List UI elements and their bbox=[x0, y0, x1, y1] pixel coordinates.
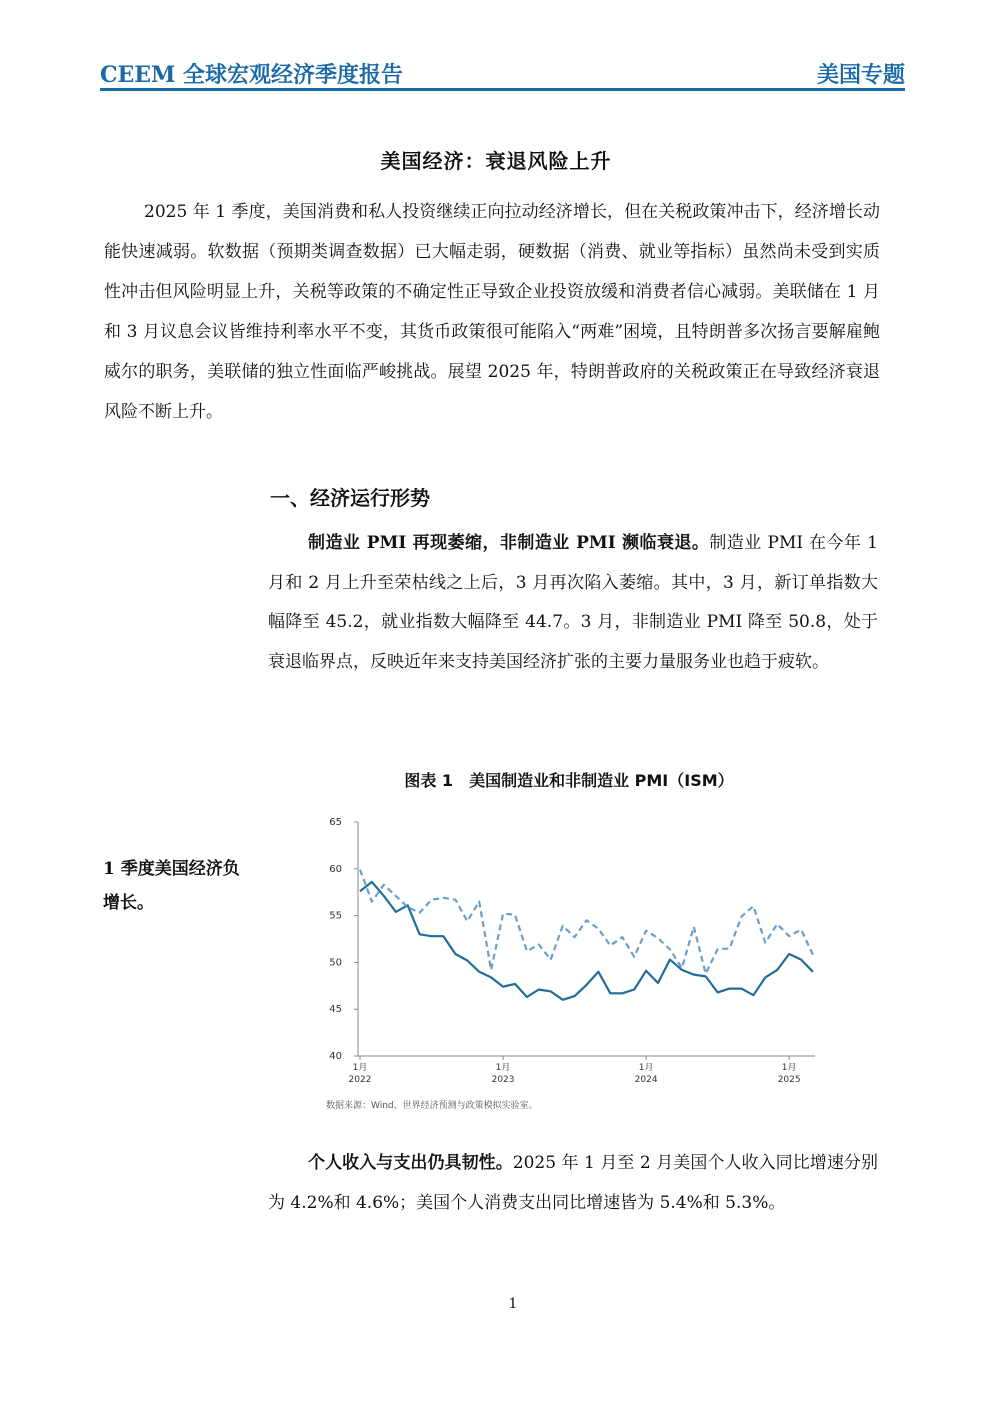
x-tick-year-label: 2022 bbox=[348, 1075, 372, 1085]
chart-source: 数据来源：Wind、世界经济预测与政策模拟实验室。 bbox=[326, 1101, 538, 1111]
x-tick-month-label: 1月 bbox=[495, 1063, 511, 1073]
x-tick-month-label: 1月 bbox=[638, 1063, 654, 1073]
income-paragraph bbox=[268, 1144, 878, 1223]
y-tick-label: 50 bbox=[329, 957, 342, 969]
header-divider bbox=[100, 88, 905, 91]
pmi-chart-svg bbox=[300, 810, 830, 1100]
income-paragraph-body: 2025 年 1 月至 2 月美国个人收入同比增速分别为 4.2%和 4.6%；美国个人消费支出同比增速皆为 5.4%和 5.3%。 bbox=[268, 1153, 878, 1213]
x-tick-month-label: 1月 bbox=[781, 1063, 797, 1073]
page-header bbox=[100, 56, 905, 90]
y-tick-label: 55 bbox=[329, 910, 342, 922]
y-tick-label: 60 bbox=[329, 863, 342, 875]
y-tick-label: 65 bbox=[329, 817, 342, 828]
y-tick-label: 45 bbox=[329, 1004, 342, 1016]
figure-caption: 图表 1 美国制造业和非制造业 PMI（ISM） bbox=[404, 771, 734, 790]
y-tick-label: 40 bbox=[329, 1051, 342, 1062]
income-paragraph-lead: 个人收入与支出仍具韧性。 bbox=[308, 1153, 513, 1173]
series-line-dashed bbox=[360, 870, 813, 974]
x-tick-year-label: 2025 bbox=[777, 1075, 801, 1085]
margin-note: 1 季度美国经济负增长。 bbox=[103, 859, 240, 913]
series-line-solid bbox=[360, 882, 813, 1000]
x-tick-month-label: 1月 bbox=[352, 1063, 368, 1073]
pmi-paragraph-lead: 制造业 PMI 再现萎缩，非制造业 PMI 濒临衰退。 bbox=[308, 533, 710, 553]
article-title: 美国经济：衰退风险上升 bbox=[380, 149, 612, 173]
x-tick-year-label: 2024 bbox=[634, 1075, 658, 1085]
section-heading: 一、经济运行形势 bbox=[270, 486, 430, 510]
pmi-chart bbox=[300, 810, 830, 1104]
pmi-paragraph-body: 制造业 PMI 在今年 1 月和 2 月上升至荣枯线之上后，3 月再次陷入萎缩。其中，3 月，新订单指数大幅降至 45.2，就业指数大幅降至 44.7。3 月，非制造业 PMI 降至 50.8，处于衰退临界点，反映近年来支持美国经济扩张的主要力量服务业也趋于疲软。 bbox=[268, 533, 879, 672]
intro-paragraph: 2025 年 1 季度，美国消费和私人投资继续正向拉动经济增长，但在关税政策冲击下，经济增长动能快速减弱。软数据（预期类调查数据）已大幅走弱，硬数据（消费、就业等指标）虽然尚未受到实质性冲击但风险明显上升，关税等政策的不确定性正导致企业投资放缓和消费者信心减弱。美联储在 1 月和 3 月议息会议皆维持利率水平不变，其货币政策很可能陷入“两难”困境，且特朗普多次扬言要解雇鲍威尔的职务，美联储的独立性面临严峻挑战。展望 2025 年，特朗普政府的关税政策正在导致经济衰退风险不断上升。 bbox=[104, 202, 880, 422]
pmi-paragraph bbox=[268, 524, 878, 682]
page-number: 1 bbox=[508, 1296, 518, 1312]
x-tick-year-label: 2023 bbox=[491, 1075, 515, 1085]
report-series-title: CEEM 全球宏观经济季度报告 bbox=[100, 62, 404, 88]
report-topic: 美国专题 bbox=[816, 62, 905, 88]
